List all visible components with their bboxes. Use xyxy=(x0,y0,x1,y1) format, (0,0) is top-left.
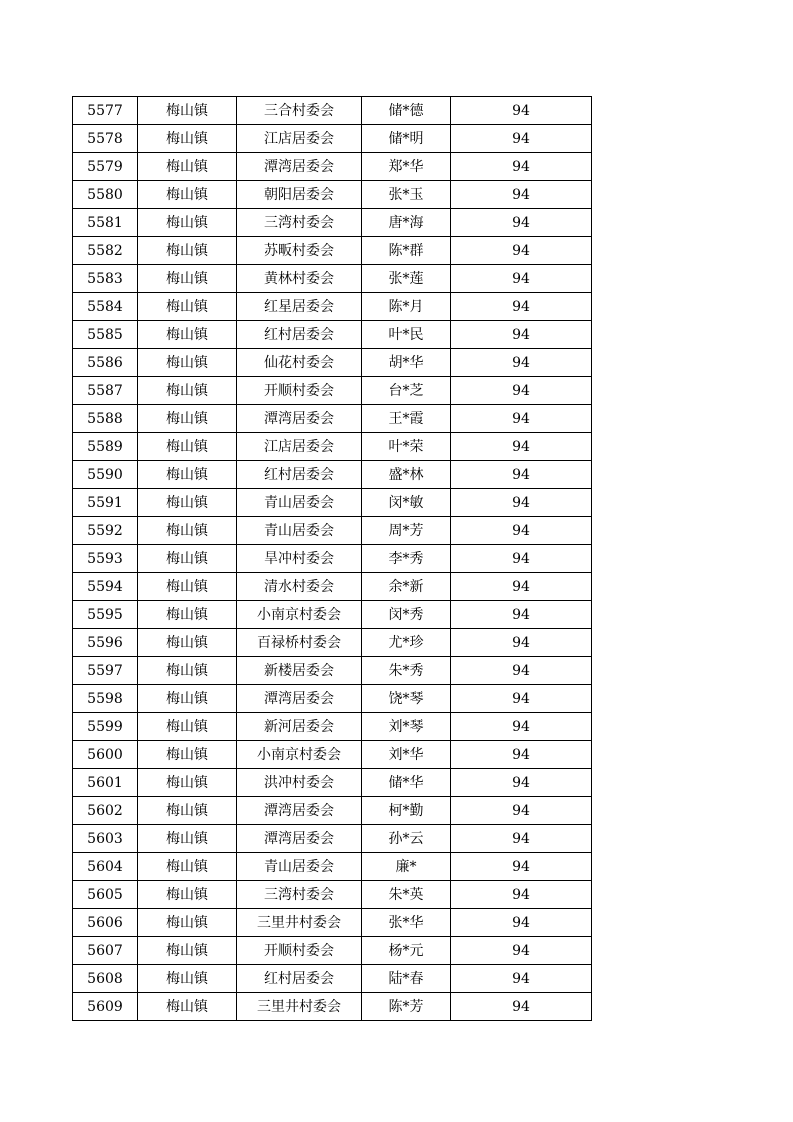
person-name-cell: 唐*海 xyxy=(362,209,451,237)
row-number-cell: 5592 xyxy=(73,517,138,545)
person-name-cell: 胡*华 xyxy=(362,349,451,377)
row-number-cell: 5591 xyxy=(73,489,138,517)
village-committee-cell: 潭湾居委会 xyxy=(237,797,362,825)
town-cell: 梅山镇 xyxy=(138,237,237,265)
score-cell: 94 xyxy=(451,209,592,237)
row-number-cell: 5599 xyxy=(73,713,138,741)
table-row xyxy=(73,825,592,853)
village-committee-cell: 三合村委会 xyxy=(237,97,362,125)
village-committee-cell: 青山居委会 xyxy=(237,489,362,517)
score-cell: 94 xyxy=(451,265,592,293)
person-name-cell: 刘*华 xyxy=(362,741,451,769)
town-cell: 梅山镇 xyxy=(138,293,237,321)
table-row xyxy=(73,349,592,377)
village-committee-cell: 小南京村委会 xyxy=(237,741,362,769)
village-committee-cell: 新楼居委会 xyxy=(237,657,362,685)
row-number-cell: 5607 xyxy=(73,937,138,965)
person-name-cell: 尤*珍 xyxy=(362,629,451,657)
score-cell: 94 xyxy=(451,909,592,937)
town-cell: 梅山镇 xyxy=(138,713,237,741)
town-cell: 梅山镇 xyxy=(138,349,237,377)
table-row xyxy=(73,965,592,993)
town-cell: 梅山镇 xyxy=(138,517,237,545)
score-cell: 94 xyxy=(451,629,592,657)
town-cell: 梅山镇 xyxy=(138,321,237,349)
town-cell: 梅山镇 xyxy=(138,853,237,881)
village-committee-cell: 江店居委会 xyxy=(237,125,362,153)
town-cell: 梅山镇 xyxy=(138,125,237,153)
score-cell: 94 xyxy=(451,97,592,125)
town-cell: 梅山镇 xyxy=(138,489,237,517)
row-number-cell: 5580 xyxy=(73,181,138,209)
town-cell: 梅山镇 xyxy=(138,181,237,209)
score-cell: 94 xyxy=(451,293,592,321)
town-cell: 梅山镇 xyxy=(138,377,237,405)
town-cell: 梅山镇 xyxy=(138,825,237,853)
village-committee-cell: 新河居委会 xyxy=(237,713,362,741)
score-cell: 94 xyxy=(451,545,592,573)
row-number-cell: 5595 xyxy=(73,601,138,629)
row-number-cell: 5593 xyxy=(73,545,138,573)
score-cell: 94 xyxy=(451,965,592,993)
person-name-cell: 储*明 xyxy=(362,125,451,153)
row-number-cell: 5604 xyxy=(73,853,138,881)
table-row xyxy=(73,629,592,657)
table-row xyxy=(73,321,592,349)
table-row xyxy=(73,125,592,153)
village-committee-cell: 小南京村委会 xyxy=(237,601,362,629)
table-row xyxy=(73,881,592,909)
person-name-cell: 陈*芳 xyxy=(362,993,451,1021)
village-committee-cell: 红村居委会 xyxy=(237,321,362,349)
person-name-cell: 柯*勤 xyxy=(362,797,451,825)
score-cell: 94 xyxy=(451,993,592,1021)
table-row xyxy=(73,97,592,125)
town-cell: 梅山镇 xyxy=(138,797,237,825)
data-table xyxy=(72,96,592,1021)
score-cell: 94 xyxy=(451,853,592,881)
score-cell: 94 xyxy=(451,489,592,517)
person-name-cell: 储*德 xyxy=(362,97,451,125)
table-row xyxy=(73,181,592,209)
town-cell: 梅山镇 xyxy=(138,685,237,713)
row-number-cell: 5589 xyxy=(73,433,138,461)
row-number-cell: 5583 xyxy=(73,265,138,293)
table-row xyxy=(73,741,592,769)
table-row xyxy=(73,209,592,237)
score-cell: 94 xyxy=(451,125,592,153)
table-row xyxy=(73,293,592,321)
score-cell: 94 xyxy=(451,181,592,209)
town-cell: 梅山镇 xyxy=(138,629,237,657)
row-number-cell: 5601 xyxy=(73,769,138,797)
person-name-cell: 王*霞 xyxy=(362,405,451,433)
row-number-cell: 5581 xyxy=(73,209,138,237)
row-number-cell: 5579 xyxy=(73,153,138,181)
person-name-cell: 余*新 xyxy=(362,573,451,601)
table-row xyxy=(73,685,592,713)
town-cell: 梅山镇 xyxy=(138,937,237,965)
town-cell: 梅山镇 xyxy=(138,573,237,601)
score-cell: 94 xyxy=(451,153,592,181)
table-row xyxy=(73,769,592,797)
score-cell: 94 xyxy=(451,741,592,769)
person-name-cell: 陆*春 xyxy=(362,965,451,993)
table-row xyxy=(73,601,592,629)
person-name-cell: 张*莲 xyxy=(362,265,451,293)
row-number-cell: 5603 xyxy=(73,825,138,853)
score-cell: 94 xyxy=(451,713,592,741)
town-cell: 梅山镇 xyxy=(138,965,237,993)
town-cell: 梅山镇 xyxy=(138,461,237,489)
row-number-cell: 5584 xyxy=(73,293,138,321)
row-number-cell: 5597 xyxy=(73,657,138,685)
row-number-cell: 5600 xyxy=(73,741,138,769)
row-number-cell: 5609 xyxy=(73,993,138,1021)
score-cell: 94 xyxy=(451,433,592,461)
row-number-cell: 5577 xyxy=(73,97,138,125)
score-cell: 94 xyxy=(451,377,592,405)
row-number-cell: 5587 xyxy=(73,377,138,405)
town-cell: 梅山镇 xyxy=(138,153,237,181)
town-cell: 梅山镇 xyxy=(138,993,237,1021)
score-cell: 94 xyxy=(451,461,592,489)
score-cell: 94 xyxy=(451,517,592,545)
town-cell: 梅山镇 xyxy=(138,881,237,909)
table-row xyxy=(73,853,592,881)
village-committee-cell: 潭湾居委会 xyxy=(237,825,362,853)
row-number-cell: 5582 xyxy=(73,237,138,265)
score-cell: 94 xyxy=(451,881,592,909)
table-row xyxy=(73,797,592,825)
village-committee-cell: 开顺村委会 xyxy=(237,377,362,405)
person-name-cell: 饶*琴 xyxy=(362,685,451,713)
score-cell: 94 xyxy=(451,573,592,601)
score-cell: 94 xyxy=(451,405,592,433)
table-row xyxy=(73,489,592,517)
row-number-cell: 5585 xyxy=(73,321,138,349)
score-cell: 94 xyxy=(451,349,592,377)
person-name-cell: 杨*元 xyxy=(362,937,451,965)
row-number-cell: 5605 xyxy=(73,881,138,909)
table-row xyxy=(73,153,592,181)
village-committee-cell: 洪冲村委会 xyxy=(237,769,362,797)
person-name-cell: 朱*秀 xyxy=(362,657,451,685)
village-committee-cell: 黄林村委会 xyxy=(237,265,362,293)
person-name-cell: 台*芝 xyxy=(362,377,451,405)
person-name-cell: 刘*琴 xyxy=(362,713,451,741)
table-row xyxy=(73,265,592,293)
person-name-cell: 陈*月 xyxy=(362,293,451,321)
table-row xyxy=(73,545,592,573)
town-cell: 梅山镇 xyxy=(138,657,237,685)
village-committee-cell: 红村居委会 xyxy=(237,965,362,993)
village-committee-cell: 开顺村委会 xyxy=(237,937,362,965)
table-row xyxy=(73,405,592,433)
village-committee-cell: 青山居委会 xyxy=(237,853,362,881)
town-cell: 梅山镇 xyxy=(138,405,237,433)
village-committee-cell: 仙花村委会 xyxy=(237,349,362,377)
table-row xyxy=(73,713,592,741)
village-committee-cell: 三里井村委会 xyxy=(237,909,362,937)
person-name-cell: 盛*林 xyxy=(362,461,451,489)
person-name-cell: 闵*秀 xyxy=(362,601,451,629)
village-committee-cell: 清水村委会 xyxy=(237,573,362,601)
person-name-cell: 李*秀 xyxy=(362,545,451,573)
person-name-cell: 叶*荣 xyxy=(362,433,451,461)
person-name-cell: 陈*群 xyxy=(362,237,451,265)
score-cell: 94 xyxy=(451,237,592,265)
table-row xyxy=(73,909,592,937)
village-committee-cell: 潭湾居委会 xyxy=(237,153,362,181)
score-cell: 94 xyxy=(451,601,592,629)
person-name-cell: 储*华 xyxy=(362,769,451,797)
person-name-cell: 周*芳 xyxy=(362,517,451,545)
row-number-cell: 5588 xyxy=(73,405,138,433)
score-cell: 94 xyxy=(451,797,592,825)
town-cell: 梅山镇 xyxy=(138,209,237,237)
table-body xyxy=(73,97,592,1021)
person-name-cell: 张*玉 xyxy=(362,181,451,209)
person-name-cell: 张*华 xyxy=(362,909,451,937)
village-committee-cell: 百禄桥村委会 xyxy=(237,629,362,657)
table-row xyxy=(73,377,592,405)
person-name-cell: 闵*敏 xyxy=(362,489,451,517)
town-cell: 梅山镇 xyxy=(138,97,237,125)
village-committee-cell: 三里井村委会 xyxy=(237,993,362,1021)
town-cell: 梅山镇 xyxy=(138,433,237,461)
table-row xyxy=(73,937,592,965)
village-committee-cell: 青山居委会 xyxy=(237,517,362,545)
town-cell: 梅山镇 xyxy=(138,601,237,629)
score-cell: 94 xyxy=(451,685,592,713)
village-committee-cell: 苏畈村委会 xyxy=(237,237,362,265)
table-row xyxy=(73,657,592,685)
town-cell: 梅山镇 xyxy=(138,909,237,937)
village-committee-cell: 三湾村委会 xyxy=(237,881,362,909)
score-cell: 94 xyxy=(451,769,592,797)
row-number-cell: 5586 xyxy=(73,349,138,377)
table-row xyxy=(73,237,592,265)
person-name-cell: 郑*华 xyxy=(362,153,451,181)
village-committee-cell: 红星居委会 xyxy=(237,293,362,321)
score-cell: 94 xyxy=(451,937,592,965)
table-row xyxy=(73,573,592,601)
score-cell: 94 xyxy=(451,657,592,685)
village-committee-cell: 旱冲村委会 xyxy=(237,545,362,573)
village-committee-cell: 红村居委会 xyxy=(237,461,362,489)
town-cell: 梅山镇 xyxy=(138,769,237,797)
row-number-cell: 5594 xyxy=(73,573,138,601)
town-cell: 梅山镇 xyxy=(138,741,237,769)
table-row xyxy=(73,433,592,461)
row-number-cell: 5578 xyxy=(73,125,138,153)
row-number-cell: 5596 xyxy=(73,629,138,657)
row-number-cell: 5606 xyxy=(73,909,138,937)
person-name-cell: 孙*云 xyxy=(362,825,451,853)
town-cell: 梅山镇 xyxy=(138,545,237,573)
village-committee-cell: 潭湾居委会 xyxy=(237,685,362,713)
town-cell: 梅山镇 xyxy=(138,265,237,293)
table-row xyxy=(73,517,592,545)
row-number-cell: 5602 xyxy=(73,797,138,825)
person-name-cell: 叶*民 xyxy=(362,321,451,349)
person-name-cell: 朱*英 xyxy=(362,881,451,909)
village-committee-cell: 江店居委会 xyxy=(237,433,362,461)
village-committee-cell: 三湾村委会 xyxy=(237,209,362,237)
row-number-cell: 5608 xyxy=(73,965,138,993)
person-name-cell: 廉* xyxy=(362,853,451,881)
table-row xyxy=(73,993,592,1021)
row-number-cell: 5598 xyxy=(73,685,138,713)
score-cell: 94 xyxy=(451,825,592,853)
score-cell: 94 xyxy=(451,321,592,349)
village-committee-cell: 朝阳居委会 xyxy=(237,181,362,209)
row-number-cell: 5590 xyxy=(73,461,138,489)
village-committee-cell: 潭湾居委会 xyxy=(237,405,362,433)
table-row xyxy=(73,461,592,489)
